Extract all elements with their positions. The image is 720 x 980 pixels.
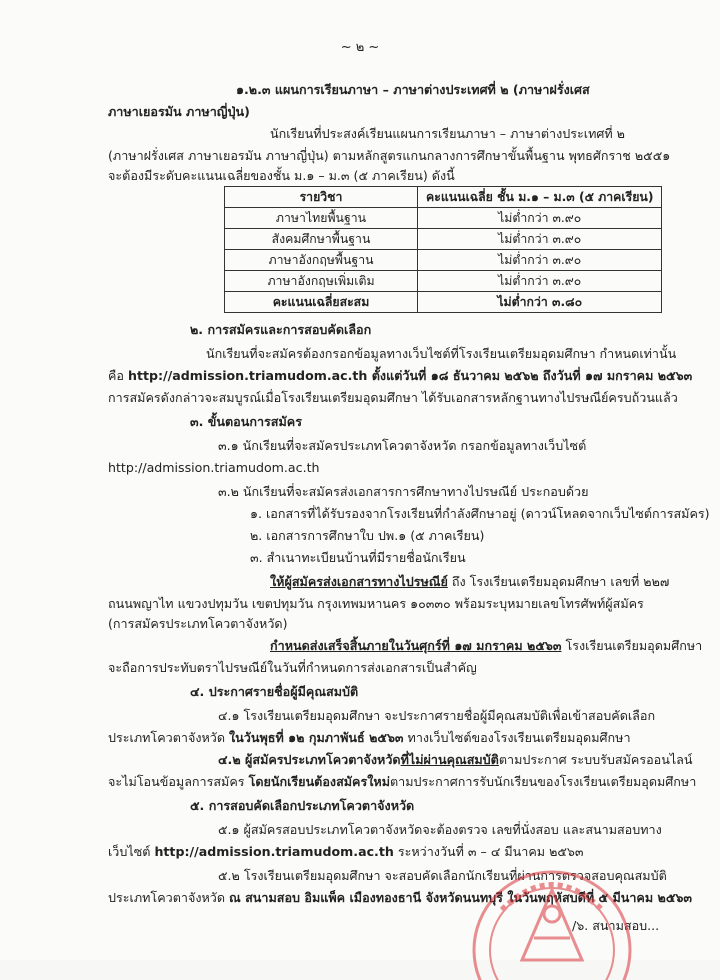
score-table-subject: สังคมศึกษาพื้นฐาน: [225, 229, 418, 250]
section-42-suffix: ตามประกาศ ระบบรับสมัครออนไลน์: [498, 752, 693, 767]
section-52-line2-prefix: ประเภทโควตาจังหวัด: [108, 890, 230, 905]
section-123-para-line2: (ภาษาฝรั่งเศส ภาษาเยอรมัน ภาษาญี่ปุ่น) ตามหลักสูตรแกนกลางการศึกษาขั้นพื้นฐาน พุทธศักราช ๒๕๕๑: [108, 148, 671, 163]
section-42-line1: [218, 750, 693, 770]
section-2-period: http://admission.triamudom.ac.th ตั้งแต่วันที่ ๑๘ ธันวาคม ๒๕๖๒ ถึงวันที่ ๑๗ มกราคม ๒๕๖๓: [128, 368, 693, 383]
section-42-not-qualified: ที่ไม่ผ่านคุณสมบัติ: [400, 752, 499, 767]
score-table-header-score: คะแนนเฉลี่ย ชั้น ม.๑ – ม.๓ (๕ ภาคเรียน): [418, 187, 662, 208]
announcement-date: ในวันพุธที่ ๑๒ กุมภาพันธ์ ๒๕๖๓: [229, 730, 404, 745]
document-item-3: ๓. สำเนาทะเบียนบ้านที่มีรายชื่อนักเรียน: [250, 550, 466, 565]
section-51-url: http://admission.triamudom.ac.th: [154, 844, 394, 859]
score-table-header-subject: รายวิชา: [225, 187, 418, 208]
section-42-line2: [108, 772, 696, 792]
section-51-line2-prefix: เว็บไซต์: [108, 844, 155, 859]
section-41-line1: ๔.๑ โรงเรียนเตรียมอุดมศึกษา จะประกาศรายชื่อผู้มีคุณสมบัติเพื่อเข้าสอบคัดเลือก: [218, 708, 656, 723]
section-3-heading: ๓. ขั้นตอนการสมัคร: [190, 414, 302, 429]
score-table-row: [225, 271, 662, 292]
section-2-line1: นักเรียนที่จะสมัครต้องกรอกข้อมูลทางเว็บไซต์ที่โรงเรียนเตรียมอุดมศึกษา กำหนดเท่านั้น: [206, 346, 677, 361]
mail-instruction-line2: ถนนพญาไท แขวงปทุมวัน เขตปทุมวัน กรุงเทพมหานคร ๑๐๓๓๐ พร้อมระบุหมายเลขโทรศัพท์ผู้สมัคร: [108, 596, 644, 611]
section-42-prefix: ๔.๒ ผู้สมัครประเภทโควตาจังหวัด: [218, 752, 401, 767]
deadline-rest: โรงเรียนเตรียมอุดมศึกษา: [561, 638, 703, 653]
section-52-line1: ๕.๒ โรงเรียนเตรียมอุดมศึกษา จะสอบคัดเลือกนักเรียนที่ผ่านการตรวจสอบคุณสมบัติ: [218, 868, 667, 883]
mail-instruction-line1: [270, 572, 669, 592]
mail-instruction-line3: (การสมัครประเภทโควตาจังหวัด): [108, 616, 288, 631]
section-2-line2: [108, 366, 692, 386]
deadline-line2: จะถือการประทับตราไปรษณีย์ในวันที่กำหนดการส่งเอกสารเป็นสำคัญ: [108, 660, 477, 675]
section-32-text: ๓.๒ นักเรียนที่จะสมัครส่งเอกสารการศึกษาทางไปรษณีย์ ประกอบด้วย: [218, 484, 589, 499]
section-2-line3: การสมัครดังกล่าวจะสมบูรณ์เมื่อโรงเรียนเตรียมอุดมศึกษา ได้รับเอกสารหลักฐานทางไปรษณีย์ครบถ้วนแล้ว: [108, 390, 678, 405]
section-42-line2-suffix: ตามประกาศการรับนักเรียนของโรงเรียนเตรียมอุดมศึกษา: [390, 774, 697, 789]
section-41-line2: [108, 728, 631, 748]
section-2-line2-prefix: คือ: [108, 368, 128, 383]
mail-instruction-rest: ถึง โรงเรียนเตรียมอุดมศึกษา เลขที่ ๒๒๗: [447, 574, 670, 589]
score-table-subject: คะแนนเฉลี่ยสะสม: [225, 292, 418, 313]
section-41-line2-prefix: ประเภทโควตาจังหวัด: [108, 730, 230, 745]
score-table-score: ไม่ต่ำกว่า ๓.๙๐: [418, 208, 662, 229]
section-2-heading: ๒. การสมัครและการสอบคัดเลือก: [190, 322, 372, 337]
section-4-heading: ๔. ประกาศรายชื่อผู้มีคุณสมบัติ: [190, 684, 359, 699]
continuation-note: /๖. สนามสอบ...: [572, 918, 660, 933]
section-123-para-line3: จะต้องมีระดับคะแนนเฉลี่ยของชั้น ม.๑ – ม.๓ (๕ ภาคเรียน) ดังนี้: [108, 168, 455, 183]
score-table-row: [225, 208, 662, 229]
score-table: [224, 186, 662, 313]
page-number: ~ ๒ ~: [340, 40, 380, 55]
deadline-line1: [270, 636, 702, 656]
section-42-reapply: โดยนักเรียนต้องสมัครใหม่: [248, 774, 390, 789]
score-table-subject: ภาษาไทยพื้นฐาน: [225, 208, 418, 229]
section-123-heading-line1: ๑.๒.๓ แผนการเรียนภาษา – ภาษาต่างประเทศที่ ๒ (ภาษาฝรั่งเศส: [236, 82, 590, 97]
score-table-header-row: [225, 187, 662, 208]
score-table-row: [225, 229, 662, 250]
score-table-score: ไม่ต่ำกว่า ๓.๘๐: [418, 292, 662, 313]
score-table-row: [225, 250, 662, 271]
section-123-heading-line2: ภาษาเยอรมัน ภาษาญี่ปุ่น): [108, 104, 250, 119]
section-42-line2-prefix: จะไม่โอนข้อมูลการสมัคร: [108, 774, 249, 789]
deadline-emphasis: กำหนดส่งเสร็จสิ้นภายในวันศุกร์ที่ ๑๗ มกราคม ๒๕๖๓: [270, 638, 562, 653]
score-table-total-row: [225, 292, 662, 313]
section-123-para-line1: นักเรียนที่ประสงค์เรียนแผนการเรียนภาษา – ภาษาต่างประเทศที่ ๒: [270, 126, 625, 141]
score-table-subject: ภาษาอังกฤษพื้นฐาน: [225, 250, 418, 271]
section-51-line1: ๕.๑ ผู้สมัครสอบประเภทโควตาจังหวัดจะต้องตรวจ เลขที่นั่งสอบ และสนามสอบทาง: [218, 822, 662, 837]
document-item-1: ๑. เอกสารที่ได้รับรองจากโรงเรียนที่กำลังศึกษาอยู่ (ดาวน์โหลดจากเว็บไซต์การสมัคร): [250, 506, 710, 521]
score-table-subject: ภาษาอังกฤษเพิ่มเติม: [225, 271, 418, 292]
section-52-line2: [108, 888, 692, 908]
section-5-heading: ๕. การสอบคัดเลือกประเภทโควตาจังหวัด: [190, 798, 415, 813]
section-41-line2-suffix: ทางเว็บไซต์ของโรงเรียนเตรียมอุดมศึกษา: [403, 730, 631, 745]
score-table-score: ไม่ต่ำกว่า ๓.๙๐: [418, 250, 662, 271]
section-51-line2-suffix: ระหว่างวันที่ ๓ – ๔ มีนาคม ๒๕๖๓: [393, 844, 584, 859]
exam-venue-date: ณ สนามสอบ อิมแพ็ค เมืองทองธานี จังหวัดนนทบุรี ในวันพฤหัสบดีที่ ๕ มีนาคม ๒๕๖๓: [229, 890, 692, 905]
score-table-score: ไม่ต่ำกว่า ๓.๙๐: [418, 271, 662, 292]
section-31-text: ๓.๑ นักเรียนที่จะสมัครประเภทโควตาจังหวัด กรอกข้อมูลทางเว็บไซต์: [218, 438, 587, 453]
document-item-2: ๒. เอกสารการศึกษาใบ ปพ.๑ (๕ ภาคเรียน): [250, 528, 485, 543]
mail-instruction-emphasis: ให้ผู้สมัครส่งเอกสารทางไปรษณีย์: [270, 574, 448, 589]
section-31-url: http://admission.triamudom.ac.th: [108, 460, 320, 475]
score-table-score: ไม่ต่ำกว่า ๓.๙๐: [418, 229, 662, 250]
section-51-line2: [108, 842, 584, 862]
